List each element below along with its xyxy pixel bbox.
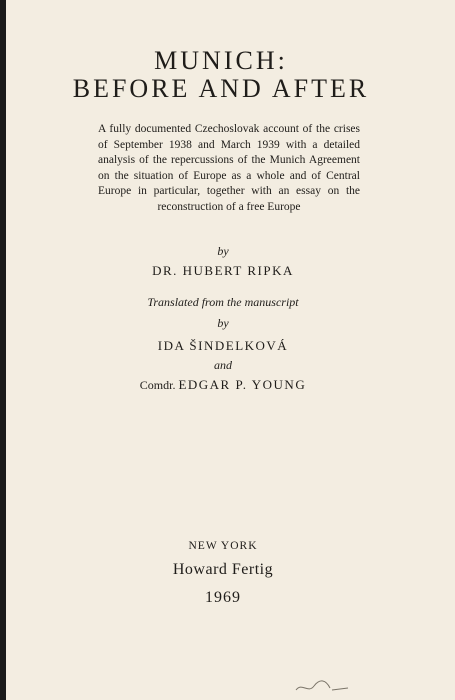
imprint-year: 1969 (205, 589, 241, 606)
imprint-publisher: Howard Fertig (172, 561, 274, 578)
translator-name-2: EDGAR P. YOUNG (178, 377, 307, 392)
book-title-line-1: MUNICH: (154, 46, 288, 75)
book-title-line-2: BEFORE AND AFTER (72, 74, 370, 103)
and-label: and (214, 358, 232, 372)
book-description: A fully documented Czechoslovak account of the crises of September 1938 and March 1939 with a detailed analysis of the repercussions of the Munich Agreement on the situation of Europe as a whole and of Central Europe in particular, together with an essay on the reconstruction of a free Europe (98, 123, 360, 213)
by-label-translators: by (217, 316, 229, 330)
author-name: DR. HUBERT RIPKA (152, 263, 294, 278)
title-page (6, 0, 455, 700)
pencil-mark-icon (292, 676, 352, 696)
translator-line-2 (6, 377, 440, 393)
translator-name-1: IDA ŠINDELKOVÁ (157, 338, 289, 353)
translated-label: Translated from the manuscript (147, 295, 299, 309)
translator-2-prefix: Comdr. (139, 378, 176, 392)
by-label: by (217, 244, 229, 258)
imprint-city: NEW YORK (188, 540, 258, 552)
